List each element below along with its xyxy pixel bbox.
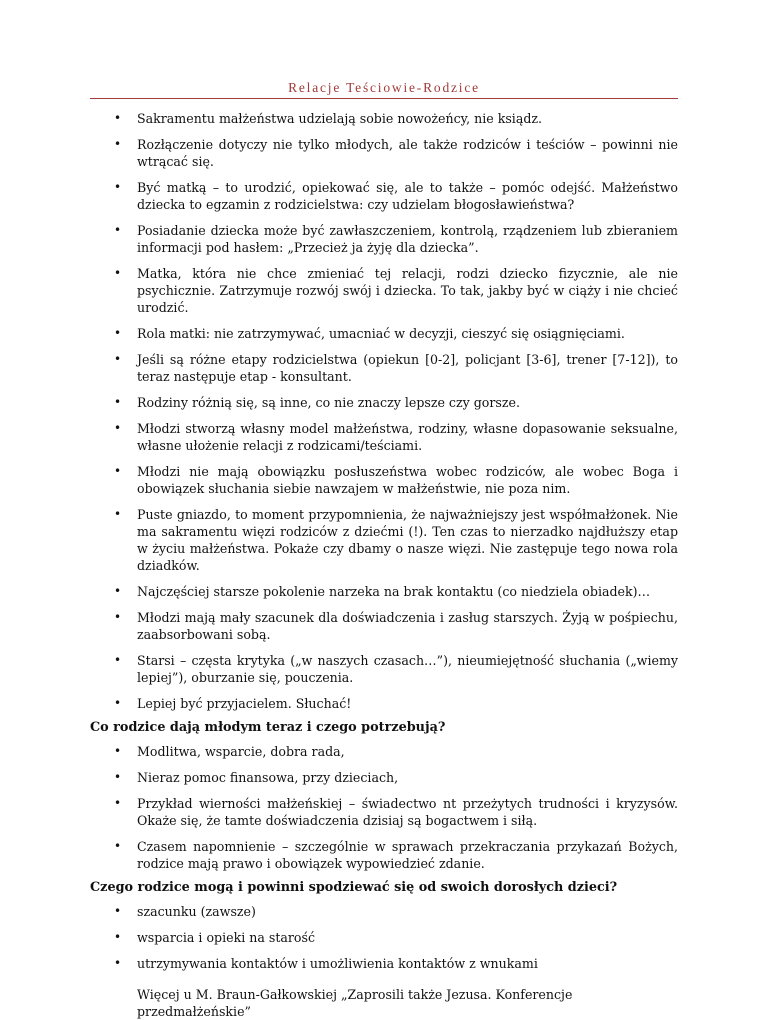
list-item: • Lepiej być przyjacielem. Słuchać!: [90, 695, 678, 712]
list-item: • Rodziny różnią się, są inne, co nie znaczy lepsze czy gorsze.: [90, 394, 678, 411]
list-item: • szacunku (zawsze): [90, 903, 678, 920]
list-item: • Czasem napomnienie – szczególnie w sprawach przekraczania przykazań Bożych, rodzice mają prawo i obowiązek wypowiedzieć zdanie.: [90, 838, 678, 872]
list-item: • Młodzi nie mają obowiązku posłuszeństwa wobec rodziców, ale wobec Boga i obowiązek słuchania siebie nawzajem w małżeństwie, nie poza nim.: [90, 463, 678, 497]
section-heading-parents-give: Co rodzice dają młodym teraz i czego potrzebują?: [90, 720, 446, 735]
bullet-list-parents-expect: [90, 903, 678, 972]
page-header-title: Relacje Teściowie-Rodzice: [288, 80, 480, 95]
document-body: [90, 110, 678, 1020]
list-item: • Puste gniazdo, to moment przypomnienia, że najważniejszy jest współmałżonek. Nie ma sakramentu więzi rodziców z dziećmi (!). Ten czas to nierzadko najdłuższy etap w życiu małżeństwa. Pokaże czy dbamy o nasze więzi. Nie zastępuje tego nowa rola dziadków.: [90, 506, 678, 574]
header-divider: [90, 98, 678, 99]
list-item: • Modlitwa, wsparcie, dobra rada,: [90, 743, 678, 760]
list-item: • Przykład wierności małżeńskiej – świadectwo nt przeżytych trudności i kryzysów. Okaże się, że tamte doświadczenia dzisiaj są bogactwem i siłą.: [90, 795, 678, 829]
list-item: • Posiadanie dziecka może być zawłaszczeniem, kontrolą, rządzeniem lub zbieraniem informacji pod hasłem: „Przecież ja żyję dla dziecka”.: [90, 222, 678, 256]
list-item: • Młodzi stworzą własny model małżeństwa, rodziny, własne dopasowanie seksualne, własne ułożenie relacji z rodzicami/teściami.: [90, 420, 678, 454]
list-item: • wsparcia i opieki na starość: [90, 929, 678, 946]
bullet-list-main: [90, 110, 678, 712]
list-item: • Nieraz pomoc finansowa, przy dzieciach,: [90, 769, 678, 786]
bullet-list-parents-give: [90, 743, 678, 872]
list-item: • Starsi – częsta krytyka („w naszych czasach…”), nieumiejętność słuchania („wiemy lepiej”), oburzanie się, pouczenia.: [90, 652, 678, 686]
list-item: • Rozłączenie dotyczy nie tylko młodych, ale także rodziców i teściów – powinni nie wtrącać się.: [90, 136, 678, 170]
list-item: • Rola matki: nie zatrzymywać, umacniać w decyzji, cieszyć się osiągnięciami.: [90, 325, 678, 342]
list-item: • Jeśli są różne etapy rodzicielstwa (opiekun [0-2], policjant [3-6], trener [7-12]), to teraz następuje etap - konsultant.: [90, 351, 678, 385]
list-item: • utrzymywania kontaktów i umożliwienia kontaktów z wnukami: [90, 955, 678, 972]
list-item: • Sakramentu małżeństwa udzielają sobie nowożeńcy, nie ksiądz.: [90, 110, 678, 127]
section-heading-parents-expect: Czego rodzice mogą i powinni spodziewać się od swoich dorosłych dzieci?: [90, 880, 618, 895]
list-item: • Najczęściej starsze pokolenie narzeka na brak kontaktu (co niedziela obiadek)…: [90, 583, 678, 600]
source-note: Więcej u M. Braun-Gałkowskiej „Zaprosili także Jezusa. Konferencje przedmałżeńskie”: [137, 987, 573, 1019]
list-item: • Matka, która nie chce zmieniać tej relacji, rodzi dziecko fizycznie, ale nie psychicznie. Zatrzymuje rozwój swój i dziecka. To tak, jakby być w ciąży i nie chcieć urodzić.: [90, 265, 678, 316]
list-item: • Młodzi mają mały szacunek dla doświadczenia i zasług starszych. Żyją w pośpiechu, zaabsorbowani sobą.: [90, 609, 678, 643]
list-item: • Być matką – to urodzić, opiekować się, ale to także – pomóc odejść. Małżeństwo dziecka to egzamin z rodzicielstwa: czy udzielam błogosławieństwa?: [90, 179, 678, 213]
